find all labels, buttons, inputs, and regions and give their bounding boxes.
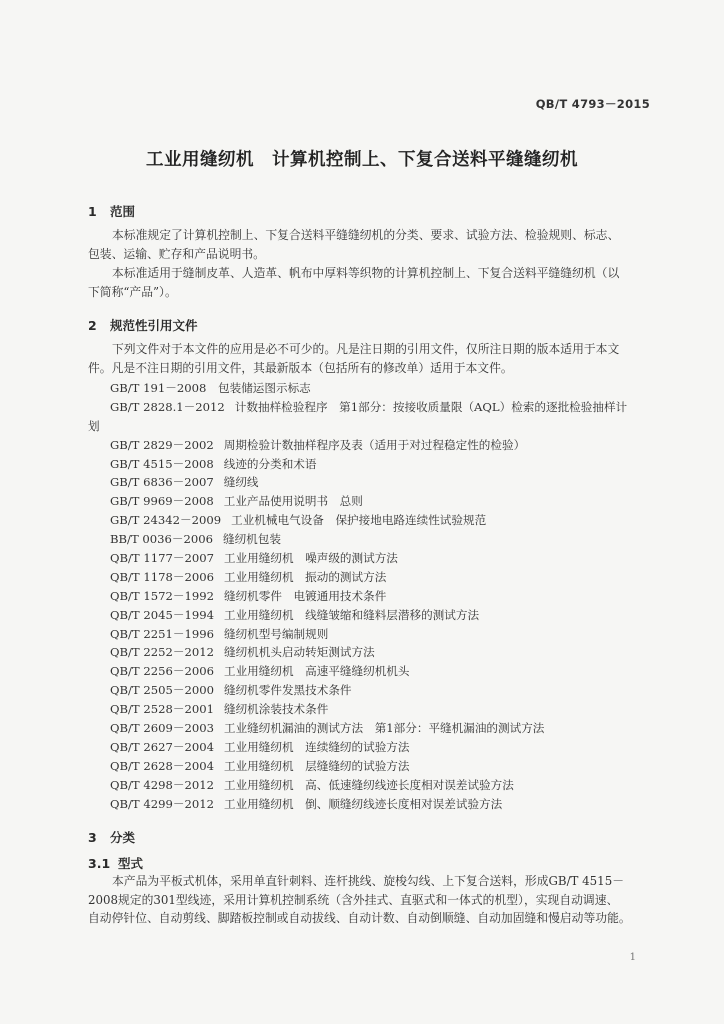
reference-code: QB/T 2045－1994 bbox=[110, 607, 214, 622]
reference-code: QB/T 2628－2004 bbox=[110, 758, 214, 773]
reference-code: QB/T 2609－2003 bbox=[110, 721, 214, 736]
section-title: 范围 bbox=[110, 204, 136, 219]
reference-title: 缝纫线 bbox=[223, 475, 259, 490]
text-line: 下列文件对于本文件的应用是必不可少的。凡是注日期的引用文件，仅所注日期的版本适用于本文 bbox=[112, 342, 620, 356]
reference-code: BB/T 0036－2006 bbox=[110, 532, 213, 547]
reference-code: QB/T 4298－2012 bbox=[110, 777, 214, 792]
reference-item bbox=[110, 380, 670, 399]
section-number: 2 bbox=[88, 318, 97, 333]
reference-item bbox=[110, 531, 670, 550]
reference-title: 包装储运图示标志 bbox=[218, 381, 311, 395]
section-2-heading bbox=[88, 316, 198, 334]
text-line: 本标准适用于缝制皮革、人造革、帆布中厚料等织物的计算机控制上、下复合送料平缝缝纫机（以 bbox=[112, 266, 620, 280]
reference-code: QB/T 2528－2001 bbox=[110, 702, 214, 717]
reference-item bbox=[110, 588, 670, 607]
reference-item bbox=[110, 701, 670, 720]
reference-title: 工业缝纫机漏油的测试方法 第1部分：平缝机漏油的测试方法 bbox=[223, 721, 545, 736]
section-1-para-1 bbox=[88, 226, 660, 263]
reference-item bbox=[110, 777, 670, 796]
text-line: 自动停针位、自动剪线、脚踏板控制或自动拔线、自动计数、自动倒顺缝、自动加固缝和慢启动等功能。 bbox=[88, 911, 631, 925]
reference-title: 工业用缝纫机 高、低速缝纫线迹长度相对误差试验方法 bbox=[223, 777, 514, 792]
reference-item bbox=[110, 644, 670, 663]
reference-title: 线迹的分类和术语 bbox=[223, 456, 317, 471]
reference-code: QB/T 1177－2007 bbox=[110, 551, 214, 566]
section-title: 分类 bbox=[110, 830, 136, 845]
reference-code: QB/T 2627－2004 bbox=[110, 739, 214, 754]
section-number: 3 bbox=[88, 830, 97, 845]
reference-title: 工业用缝纫机 线缝皱缩和缝料层潜移的测试方法 bbox=[223, 607, 480, 622]
text-line: 包装、运输、贮存和产品说明书。 bbox=[88, 246, 265, 261]
reference-code: QB/T 2251－1996 bbox=[110, 626, 214, 641]
text-line: 件。凡是不注日期的引用文件，其最新版本（包括所有的修改单）适用于本文件。 bbox=[88, 360, 513, 375]
reference-code: GB/T 2828.1－2012 bbox=[110, 399, 225, 414]
subsection-title: 型式 bbox=[118, 856, 144, 871]
reference-item bbox=[110, 720, 670, 739]
reference-title: 周期检验计数抽样程序及表（适用于对过程稳定性的检验） bbox=[223, 437, 526, 452]
reference-title: 工业产品使用说明书 总则 bbox=[223, 494, 363, 509]
section-3-1-heading bbox=[88, 854, 143, 872]
section-3-heading bbox=[88, 828, 135, 846]
text-line: 2008规定的301型线迹，采用计算机控制系统（含外挂式、直驱式和一体式的机型），实现自动调速、 bbox=[88, 892, 619, 907]
section-1-heading bbox=[88, 202, 135, 220]
reference-item bbox=[110, 493, 670, 512]
reference-continuation: 划 bbox=[88, 418, 100, 433]
reference-item bbox=[110, 682, 670, 701]
reference-item bbox=[110, 456, 670, 475]
reference-item bbox=[110, 474, 670, 493]
reference-code: GB/T 4515－2008 bbox=[110, 456, 214, 471]
reference-item bbox=[110, 607, 670, 626]
reference-item bbox=[110, 569, 670, 588]
reference-code: QB/T 2505－2000 bbox=[110, 683, 214, 698]
reference-title: 缝纫机型号编制规则 bbox=[223, 626, 329, 641]
reference-title: 缝纫机包装 bbox=[222, 532, 281, 547]
reference-item bbox=[110, 739, 670, 758]
normative-references-list bbox=[88, 380, 670, 814]
reference-code: QB/T 4299－2012 bbox=[110, 796, 214, 811]
reference-title: 计数抽样检验程序 第1部分：按接收质量限（AQL）检索的逐批检验抽样计 bbox=[234, 399, 628, 414]
reference-code: GB/T 24342－2009 bbox=[110, 513, 222, 528]
document-title: 工业用缝纫机 计算机控制上、下复合送料平缝缝纫机 bbox=[146, 150, 578, 170]
text-line: 本产品为平板式机体，采用单直针刺料、连杆挑线、旋梭勾线、上下复合送料，形成GB/T 4515－ bbox=[112, 874, 624, 888]
reference-title: 缝纫机机头启动转矩测试方法 bbox=[223, 645, 375, 660]
reference-title: 工业用缝纫机 振动的测试方法 bbox=[223, 569, 387, 584]
section-number: 1 bbox=[88, 204, 97, 219]
reference-item bbox=[110, 512, 670, 531]
section-2-intro bbox=[88, 340, 660, 377]
reference-item bbox=[110, 399, 670, 418]
section-3-1-para bbox=[88, 872, 660, 928]
section-1-para-2 bbox=[88, 264, 660, 301]
text-line: 下简称“产品”）。 bbox=[88, 284, 177, 299]
standard-number: QB/T 4793－2015 bbox=[535, 97, 650, 111]
reference-title: 工业用缝纫机 噪声级的测试方法 bbox=[223, 551, 398, 566]
text-line: 本标准规定了计算机控制上、下复合送料平缝缝纫机的分类、要求、试验方法、检验规则、标志、 bbox=[112, 228, 620, 242]
reference-code: QB/T 2252－2012 bbox=[110, 645, 214, 660]
subsection-number: 3.1 bbox=[88, 856, 111, 871]
reference-code: QB/T 2256－2006 bbox=[110, 664, 214, 679]
reference-code: GB/T 9969－2008 bbox=[110, 494, 214, 509]
reference-title: 工业用缝纫机 层缝缝纫的试验方法 bbox=[223, 758, 410, 773]
reference-code: GB/T 2829－2002 bbox=[110, 437, 214, 452]
reference-code: GB/T 191－2008 bbox=[110, 381, 207, 395]
reference-title: 工业用缝纫机 倒、顺缝纫线迹长度相对误差试验方法 bbox=[223, 796, 503, 811]
reference-item bbox=[110, 758, 670, 777]
reference-title: 工业机械电气设备 保护接地电路连续性试验规范 bbox=[231, 513, 487, 528]
reference-title: 工业用缝纫机 高速平缝缝纫机机头 bbox=[223, 664, 410, 679]
reference-code: QB/T 1572－1992 bbox=[110, 588, 214, 603]
reference-title: 缝纫机涂装技术条件 bbox=[223, 702, 329, 717]
reference-item bbox=[110, 796, 670, 815]
section-title: 规范性引用文件 bbox=[110, 318, 198, 333]
reference-title: 缝纫机零件 电镀通用技术条件 bbox=[223, 588, 387, 603]
reference-code: GB/T 6836－2007 bbox=[110, 475, 214, 490]
reference-title: 工业用缝纫机 连续缝纫的试验方法 bbox=[223, 739, 410, 754]
reference-item bbox=[110, 550, 670, 569]
reference-code: QB/T 1178－2006 bbox=[110, 569, 214, 584]
page-number: 1 bbox=[629, 952, 636, 963]
reference-item bbox=[110, 626, 670, 645]
reference-item bbox=[110, 663, 670, 682]
reference-title: 缝纫机零件发黑技术条件 bbox=[223, 683, 352, 698]
reference-item bbox=[110, 437, 670, 456]
